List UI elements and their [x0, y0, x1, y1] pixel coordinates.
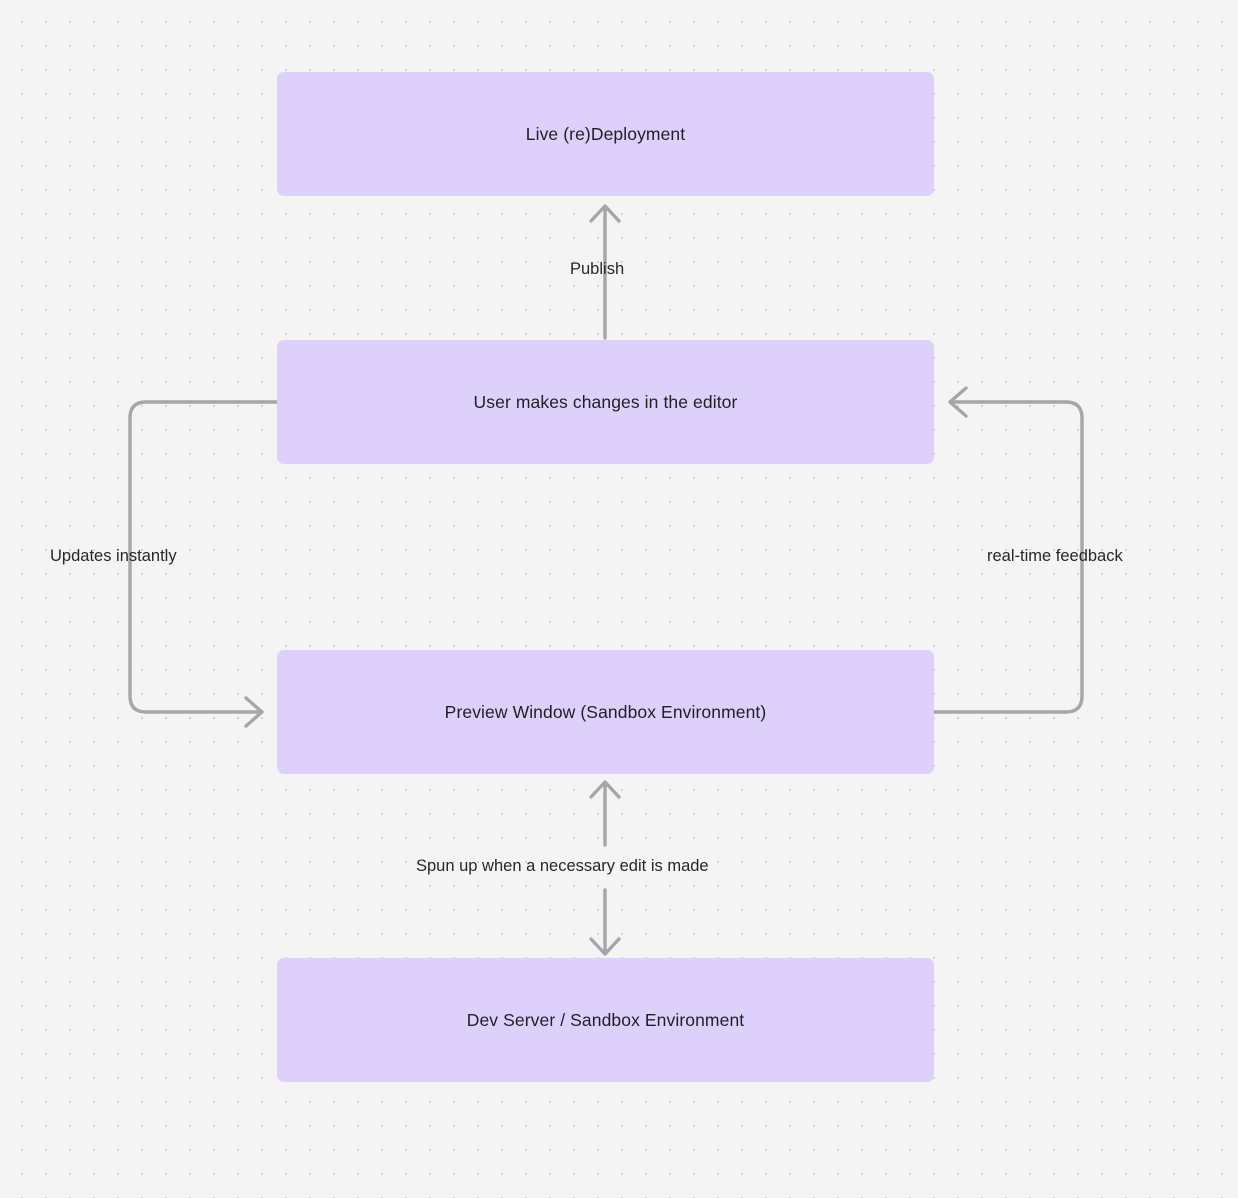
edge-label-real-time-feedback: real-time feedback — [987, 547, 1123, 565]
edge-label-publish: Publish — [570, 260, 625, 278]
node-user-makes-changes[interactable] — [277, 340, 934, 464]
edge-label-spun-up: Spun up when a necessary edit is made — [416, 857, 709, 875]
node-label: Live (re)Deployment — [525, 123, 686, 144]
node-label: Preview Window (Sandbox Environment) — [444, 701, 767, 722]
node-label: User makes changes in the editor — [473, 391, 738, 412]
edge-label-updates-instantly: Updates instantly — [50, 547, 177, 565]
node-dev-server[interactable] — [277, 958, 934, 1082]
node-label: Dev Server / Sandbox Environment — [466, 1009, 745, 1030]
node-live-redeployment[interactable] — [277, 72, 934, 196]
node-preview-window[interactable] — [277, 650, 934, 774]
